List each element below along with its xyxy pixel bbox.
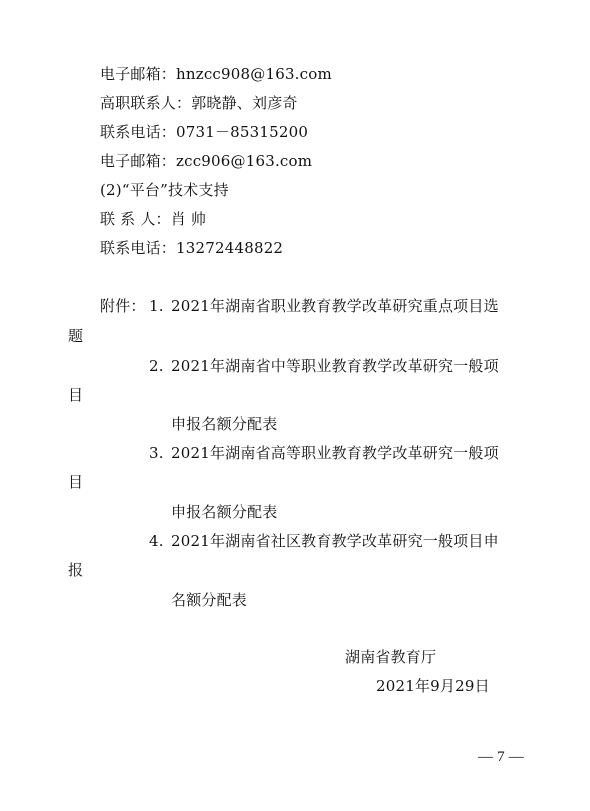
attachment-4-title-wrap: 报 bbox=[68, 561, 84, 579]
attachment-1-title-wrap: 题 bbox=[68, 327, 84, 345]
attachment-4-title: 2021年湖南省社区教育教学改革研究一般项目申 bbox=[171, 532, 499, 550]
higher-vocational-contact-line: 高职联系人：郭晓静、刘彦奇 bbox=[100, 94, 298, 112]
issuing-organization: 湖南省教育厅 bbox=[345, 648, 437, 666]
attachment-2-title-continued: 申报名额分配表 bbox=[171, 415, 278, 433]
attachment-2-title-wrap: 目 bbox=[68, 386, 84, 404]
attachment-2-title: 2021年湖南省中等职业教育教学改革研究一般项 bbox=[171, 357, 499, 375]
phone-line-1: 联系电话：0731－85315200 bbox=[100, 123, 309, 141]
issue-date: 2021年9月29日 bbox=[376, 677, 490, 695]
attachment-2-number: 2. bbox=[149, 357, 164, 375]
attachment-3-title: 2021年湖南省高等职业教育教学改革研究一般项 bbox=[171, 444, 499, 462]
attachment-3-title-wrap: 目 bbox=[68, 473, 84, 491]
attachment-4-number: 4. bbox=[149, 532, 164, 550]
attachment-3-number: 3. bbox=[149, 444, 164, 462]
page-number: — 7 — bbox=[478, 749, 524, 765]
platform-contact-person: 联 系 人：肖 帅 bbox=[100, 210, 207, 228]
email-line-1: 电子邮箱：hnzcc908@163.com bbox=[100, 65, 332, 83]
platform-support-heading: (2)“平台”技术支持 bbox=[100, 181, 229, 199]
phone-line-2: 联系电话：13272448822 bbox=[100, 239, 284, 257]
email-line-2: 电子邮箱：zcc906@163.com bbox=[100, 152, 313, 170]
attachment-1-title: 2021年湖南省职业教育教学改革研究重点项目选 bbox=[171, 297, 499, 315]
attachment-4-title-continued: 名额分配表 bbox=[171, 591, 248, 609]
attachment-1-number: 1. bbox=[149, 297, 164, 315]
attachments-prefix: 附件： bbox=[100, 297, 146, 315]
attachment-3-title-continued: 申报名额分配表 bbox=[171, 503, 278, 521]
